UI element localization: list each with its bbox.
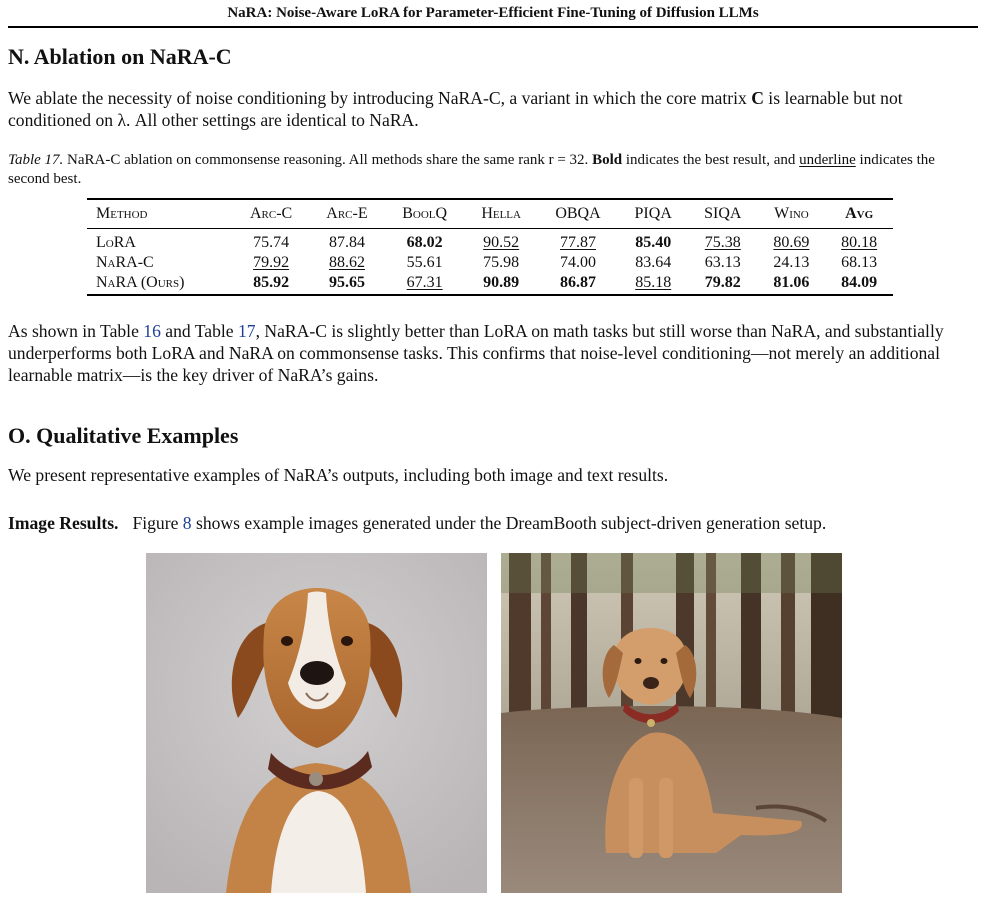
image-results-heading: Image Results. [8, 513, 119, 533]
table-row [87, 253, 893, 273]
cell-value: 67.31 [385, 273, 465, 295]
caption-label: Table 17. [8, 152, 64, 168]
image-results-paragraph [8, 512, 980, 534]
caption-text-b: indicates the best result, and [622, 152, 800, 168]
table-row [87, 229, 893, 254]
table-row [87, 273, 893, 295]
running-head: NaRA: Noise-Aware LoRA for Parameter-Efficient Fine-Tuning of Diffusion LLMs [8, 0, 978, 28]
cell-value: 86.87 [538, 273, 619, 295]
results-table [87, 198, 893, 296]
cell-value: 87.84 [328, 234, 365, 251]
header-obqa: OBQA [538, 199, 619, 229]
cell-value: 80.69 [773, 234, 810, 251]
cell-value: 95.65 [309, 273, 384, 295]
cell-value: 81.06 [758, 273, 826, 295]
generated-dog-forest-image [501, 553, 842, 893]
matrix-symbol: C [751, 88, 764, 108]
cell-value: 79.92 [253, 254, 290, 271]
discussion-text-c: , NaRA-C is slightly better than LoRA on math tasks but still worse than NaRA, and substantially underperforms both LoRA and NaRA on commonsense tasks. This confirms that noise-level conditioning—not merely an additional learnable matrix—is the key driver of NaRA’s gains. [8, 321, 944, 385]
table-16-link[interactable]: 16 [143, 321, 161, 341]
cell-value: 75.74 [253, 234, 290, 251]
cell-value: 24.13 [773, 254, 810, 271]
section-title-ablation: N. Ablation on NaRA-C [8, 44, 232, 69]
ablation-text-a: We ablate the necessity of noise conditioning by introducing NaRA-C, a variant in which the core matrix [8, 88, 752, 108]
image-results-text-b: shows example images generated under the DreamBooth subject-driven generation setup. [191, 513, 827, 533]
discussion-text-a: As shown in Table [8, 321, 144, 341]
cell-value: 68.02 [406, 234, 443, 251]
generated-dog-portrait-image [146, 553, 487, 893]
cell-value: 90.52 [483, 234, 520, 251]
image-results-text-a: Figure [132, 513, 183, 533]
cell-value: 84.09 [825, 273, 893, 295]
ablation-paragraph [8, 87, 980, 131]
header-avg: Avg [825, 199, 893, 229]
cell-value: 68.13 [841, 254, 878, 271]
table-17-link[interactable]: 17 [237, 321, 256, 341]
cell-value: 85.40 [635, 234, 672, 251]
cell-value: 88.62 [328, 254, 365, 271]
table-caption [8, 151, 980, 189]
discussion-paragraph [8, 320, 980, 386]
cell-value: 77.87 [559, 234, 596, 251]
caption-text-c: indicates the second best. [8, 152, 935, 187]
cell-value: 75.98 [483, 254, 520, 271]
qualitative-paragraph: We present representative examples of NaRA’s outputs, including both image and text results. [8, 465, 669, 485]
cell-value: 74.00 [559, 254, 596, 271]
cell-value: 90.89 [465, 273, 538, 295]
cell-value: 63.13 [704, 254, 741, 271]
section-title-qualitative: O. Qualitative Examples [8, 423, 239, 448]
ablation-text-b: is learnable but not conditioned on λ. All other settings are identical to NaRA. [8, 88, 903, 130]
caption-text-a: NaRA-C ablation on commonsense reasoning. All methods share the same rank r = 32. [63, 152, 593, 168]
cell-method: NaRA-C [96, 254, 154, 271]
cell-value: 83.64 [635, 254, 672, 271]
cell-value: 55.61 [406, 254, 443, 271]
header-boolq: BoolQ [385, 199, 465, 229]
header-hella: Hella [465, 199, 538, 229]
header-method: Method [87, 199, 233, 229]
discussion-text-b: and Table [160, 321, 238, 341]
cell-value: 80.18 [841, 234, 878, 251]
caption-underline-word: underline [799, 152, 856, 168]
header-arc-e: Arc-E [309, 199, 384, 229]
figure-8-link[interactable]: 8 [182, 513, 192, 533]
cell-value: 75.38 [704, 234, 741, 251]
cell-method: LoRA [96, 234, 136, 251]
header-piqa: PIQA [618, 199, 688, 229]
header-siqa: SIQA [688, 199, 758, 229]
caption-bold-word: Bold [592, 152, 623, 168]
cell-value: 79.82 [688, 273, 758, 295]
header-wino: Wino [758, 199, 826, 229]
cell-value: 85.18 [618, 273, 688, 295]
cell-method: NaRA (Ours) [87, 273, 233, 295]
header-arc-c: Arc-C [233, 199, 309, 229]
table-header-row [87, 199, 893, 229]
cell-value: 85.92 [233, 273, 309, 295]
